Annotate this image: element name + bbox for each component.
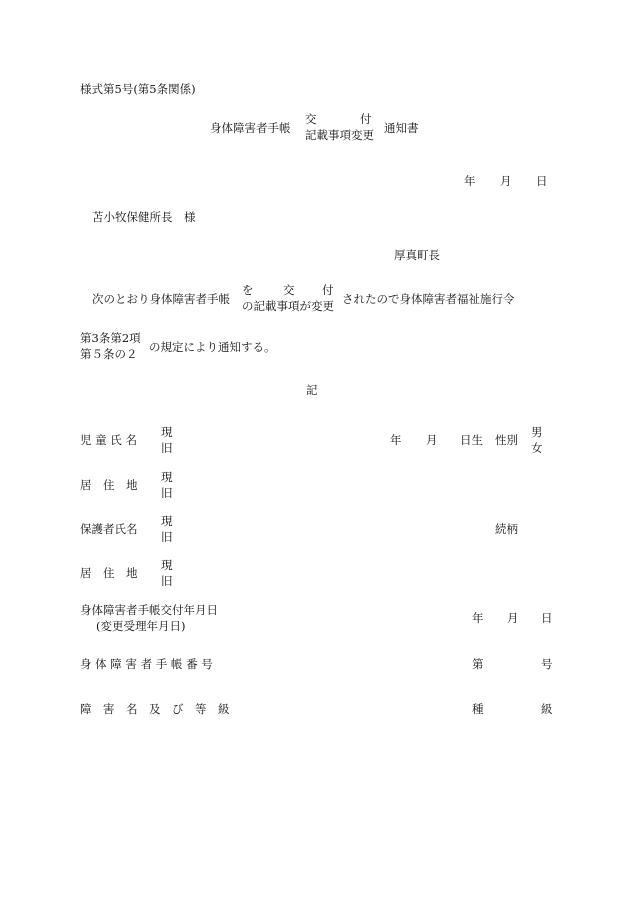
child-name-current: 現 <box>161 425 173 439</box>
booklet-number-label: 身 体 障 害 者 手 帳 番 号 <box>80 657 213 671</box>
title-option-change: 記載事項変更 <box>305 128 374 142</box>
body-clause-a: 第3条第2項 <box>80 331 141 345</box>
number-prefix: 第 <box>472 657 484 671</box>
disability-label: 障 害 名 及 び 等 級 <box>80 702 230 716</box>
guardian-residence-old: 旧 <box>161 574 173 588</box>
birth-year: 年 <box>390 433 402 447</box>
child-name-old: 旧 <box>161 441 173 455</box>
issue-month: 月 <box>507 611 519 625</box>
body-line1-suffix: されたので身体障害者福祉施行令 <box>342 292 515 306</box>
body-line1-prefix: 次のとおり身体障害者手帳 <box>92 292 230 306</box>
issue-date-label: 身体障害者手帳交付年月日 <box>80 603 218 617</box>
date-day: 日 <box>536 174 548 188</box>
guardian-residence-label: 居 住 地 <box>80 566 138 580</box>
guardian-name-current: 現 <box>161 514 173 528</box>
title-option-issue: 交 <box>305 112 317 126</box>
title-prefix: 身体障害者手帳 <box>210 121 291 135</box>
change-date-label: (変更受理年月日) <box>96 619 186 633</box>
number-suffix: 号 <box>541 657 553 671</box>
guardian-name-old: 旧 <box>161 530 173 544</box>
body-option-issue: 交 <box>283 283 295 297</box>
type-label: 種 <box>472 702 484 716</box>
body-option-wo: を <box>242 283 254 297</box>
issue-day: 日 <box>541 611 553 625</box>
title-suffix: 通知書 <box>384 121 419 135</box>
grade-label: 級 <box>541 702 553 716</box>
guardian-name-label: 保護者氏名 <box>80 522 138 536</box>
issue-year: 年 <box>472 611 484 625</box>
sex-male: 男 <box>531 425 543 439</box>
form-number: 様式第5号(第5条関係) <box>80 82 196 96</box>
birth-month: 月 <box>426 433 438 447</box>
residence-current: 現 <box>161 470 173 484</box>
guardian-residence-current: 現 <box>161 558 173 572</box>
body-clause-b: 第５条の２ <box>80 347 138 361</box>
sex-label: 性別 <box>495 433 518 447</box>
date-year: 年 <box>464 174 476 188</box>
title-option-issue-2: 付 <box>360 112 372 126</box>
child-name-label: 児 童 氏 名 <box>80 433 137 447</box>
body-line2: の規定により通知する。 <box>149 340 276 354</box>
sex-female: 女 <box>531 441 543 455</box>
body-option-issue-2: 付 <box>322 283 334 297</box>
residence-old: 旧 <box>161 486 173 500</box>
birth-day: 日生 <box>460 433 483 447</box>
relationship-label: 続柄 <box>495 522 518 536</box>
residence-label: 居 住 地 <box>80 478 138 492</box>
addressee: 苫小牧保健所長 様 <box>92 210 196 224</box>
body-option-change: の記載事項が変更 <box>242 299 334 313</box>
ki-heading: 記 <box>306 383 318 397</box>
date-month: 月 <box>500 174 512 188</box>
sender: 厚真町長 <box>394 248 440 262</box>
